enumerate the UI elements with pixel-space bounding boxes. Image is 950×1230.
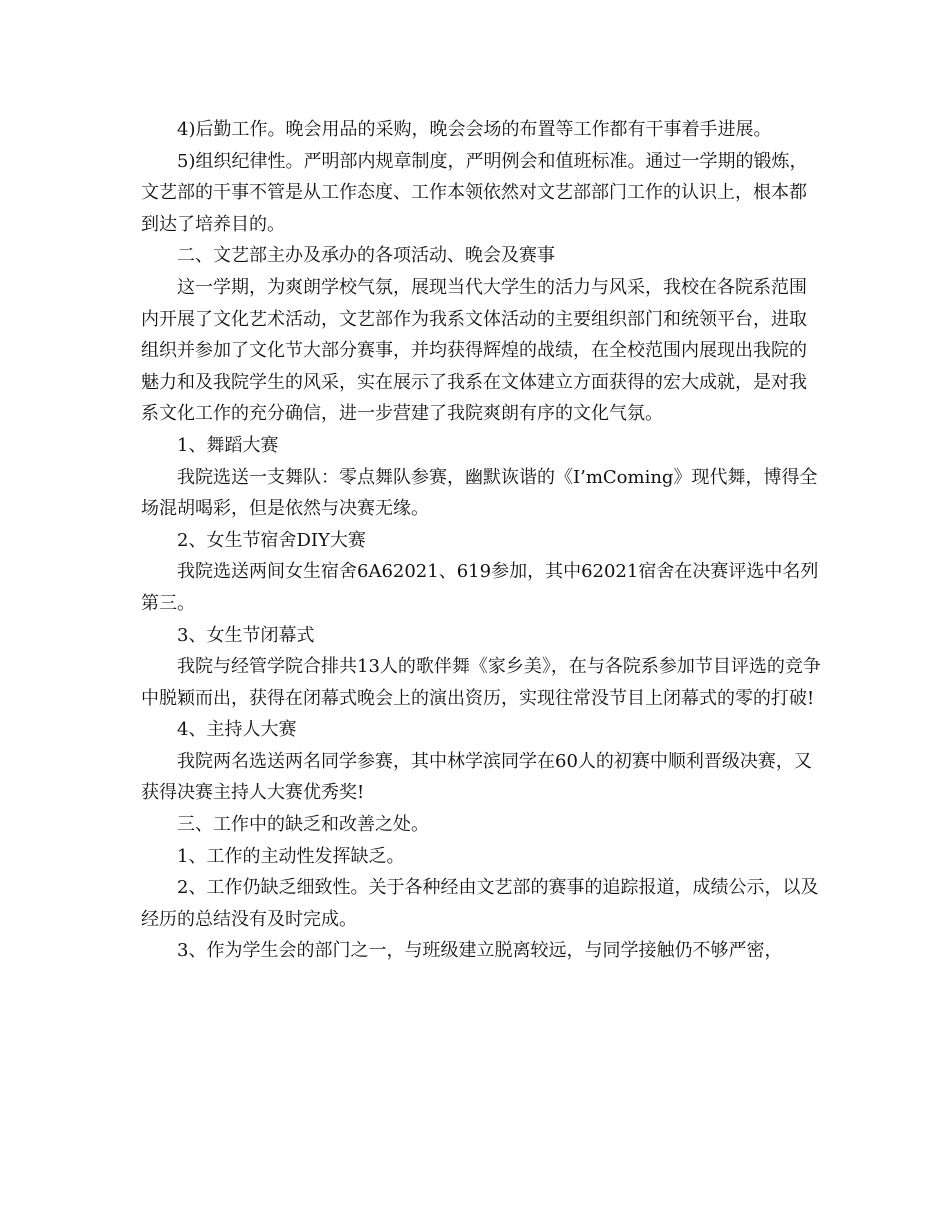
paragraph-host-contest: 我院两名选送两名同学参赛，其中林学滨同学在60人的初赛中顺利晋级决赛，又获得决赛主持人大赛优秀奖! (141, 750, 812, 804)
paragraph-dorm-diy: 我院选送两间女生宿舍6A62021、619参加，其中62021宿舍在决赛评选中名列第三。 (141, 561, 819, 614)
paragraph-dance: 我院选送一支舞队：零点舞队参赛，幽默诙谐的《I’mComing》现代舞，博得全场混胡喝彩，但是依然与决赛无缘。 (141, 466, 818, 520)
paragraph-shortcoming-2: 2、工作仍缺乏细致性。关于各种经由文艺部的赛事的追踪报道，成绩公示，以及经历的总结没有及时完成。 (141, 877, 819, 930)
section-heading-shortcomings: 三、工作中的缺乏和改善之处。 (177, 814, 429, 836)
paragraph-discipline: 5)组织纪律性。严明部内规章制度，严明例会和值班标准。通过一学期的锻炼，文艺部的干事不管是从工作态度、工作本领依然对文艺部部门工作的认识上，根本都到达了培养目的。 (141, 150, 808, 235)
item-heading-closing-ceremony: 3、女生节闭幕式 (177, 624, 315, 646)
section-heading-activities: 二、文艺部主办及承办的各项活动、晚会及赛事 (177, 245, 555, 267)
paragraph-shortcoming-1: 1、工作的主动性发挥缺乏。 (177, 845, 405, 867)
item-heading-dance: 1、舞蹈大赛 (177, 434, 279, 456)
paragraph-shortcoming-3: 3、作为学生会的部门之一，与班级建立脱离较远，与同学接触仍不够严密， (177, 940, 783, 962)
paragraph-closing-ceremony: 我院与经管学院合排共13人的歌伴舞《家乡美》，在与各院系参加节目评选的竞争中脱颖而出，获得在闭幕式晚会上的演出资历，实现往常没节目上闭幕式的零的打破! (141, 656, 821, 709)
document-body (141, 114, 821, 967)
paragraph-logistics: 4)后勤工作。晚会用品的采购，晚会会场的布置等工作都有干事着手进展。 (177, 119, 772, 140)
item-heading-dorm-diy: 2、女生节宿舍DIY大赛 (177, 529, 366, 551)
paragraph-activities-intro: 这一学期，为爽朗学校气氛，展现当代大学生的活力与风采，我校在各院系范围内开展了文化艺术活动，文艺部作为我系文体活动的主要组织部门和统领平台，进取组织并参加了文化节大部分赛事，并均获得辉煌的战绩，在全校范围内展现出我院的魅力和及我院学生的风采，实在展示了我系在文体建立方面获得的宏大成就，是对我系文化工作的充分确信，进一步营建了我院爽朗有序的文化气氛。 (141, 276, 807, 425)
item-heading-host-contest: 4、主持人大赛 (177, 719, 297, 741)
